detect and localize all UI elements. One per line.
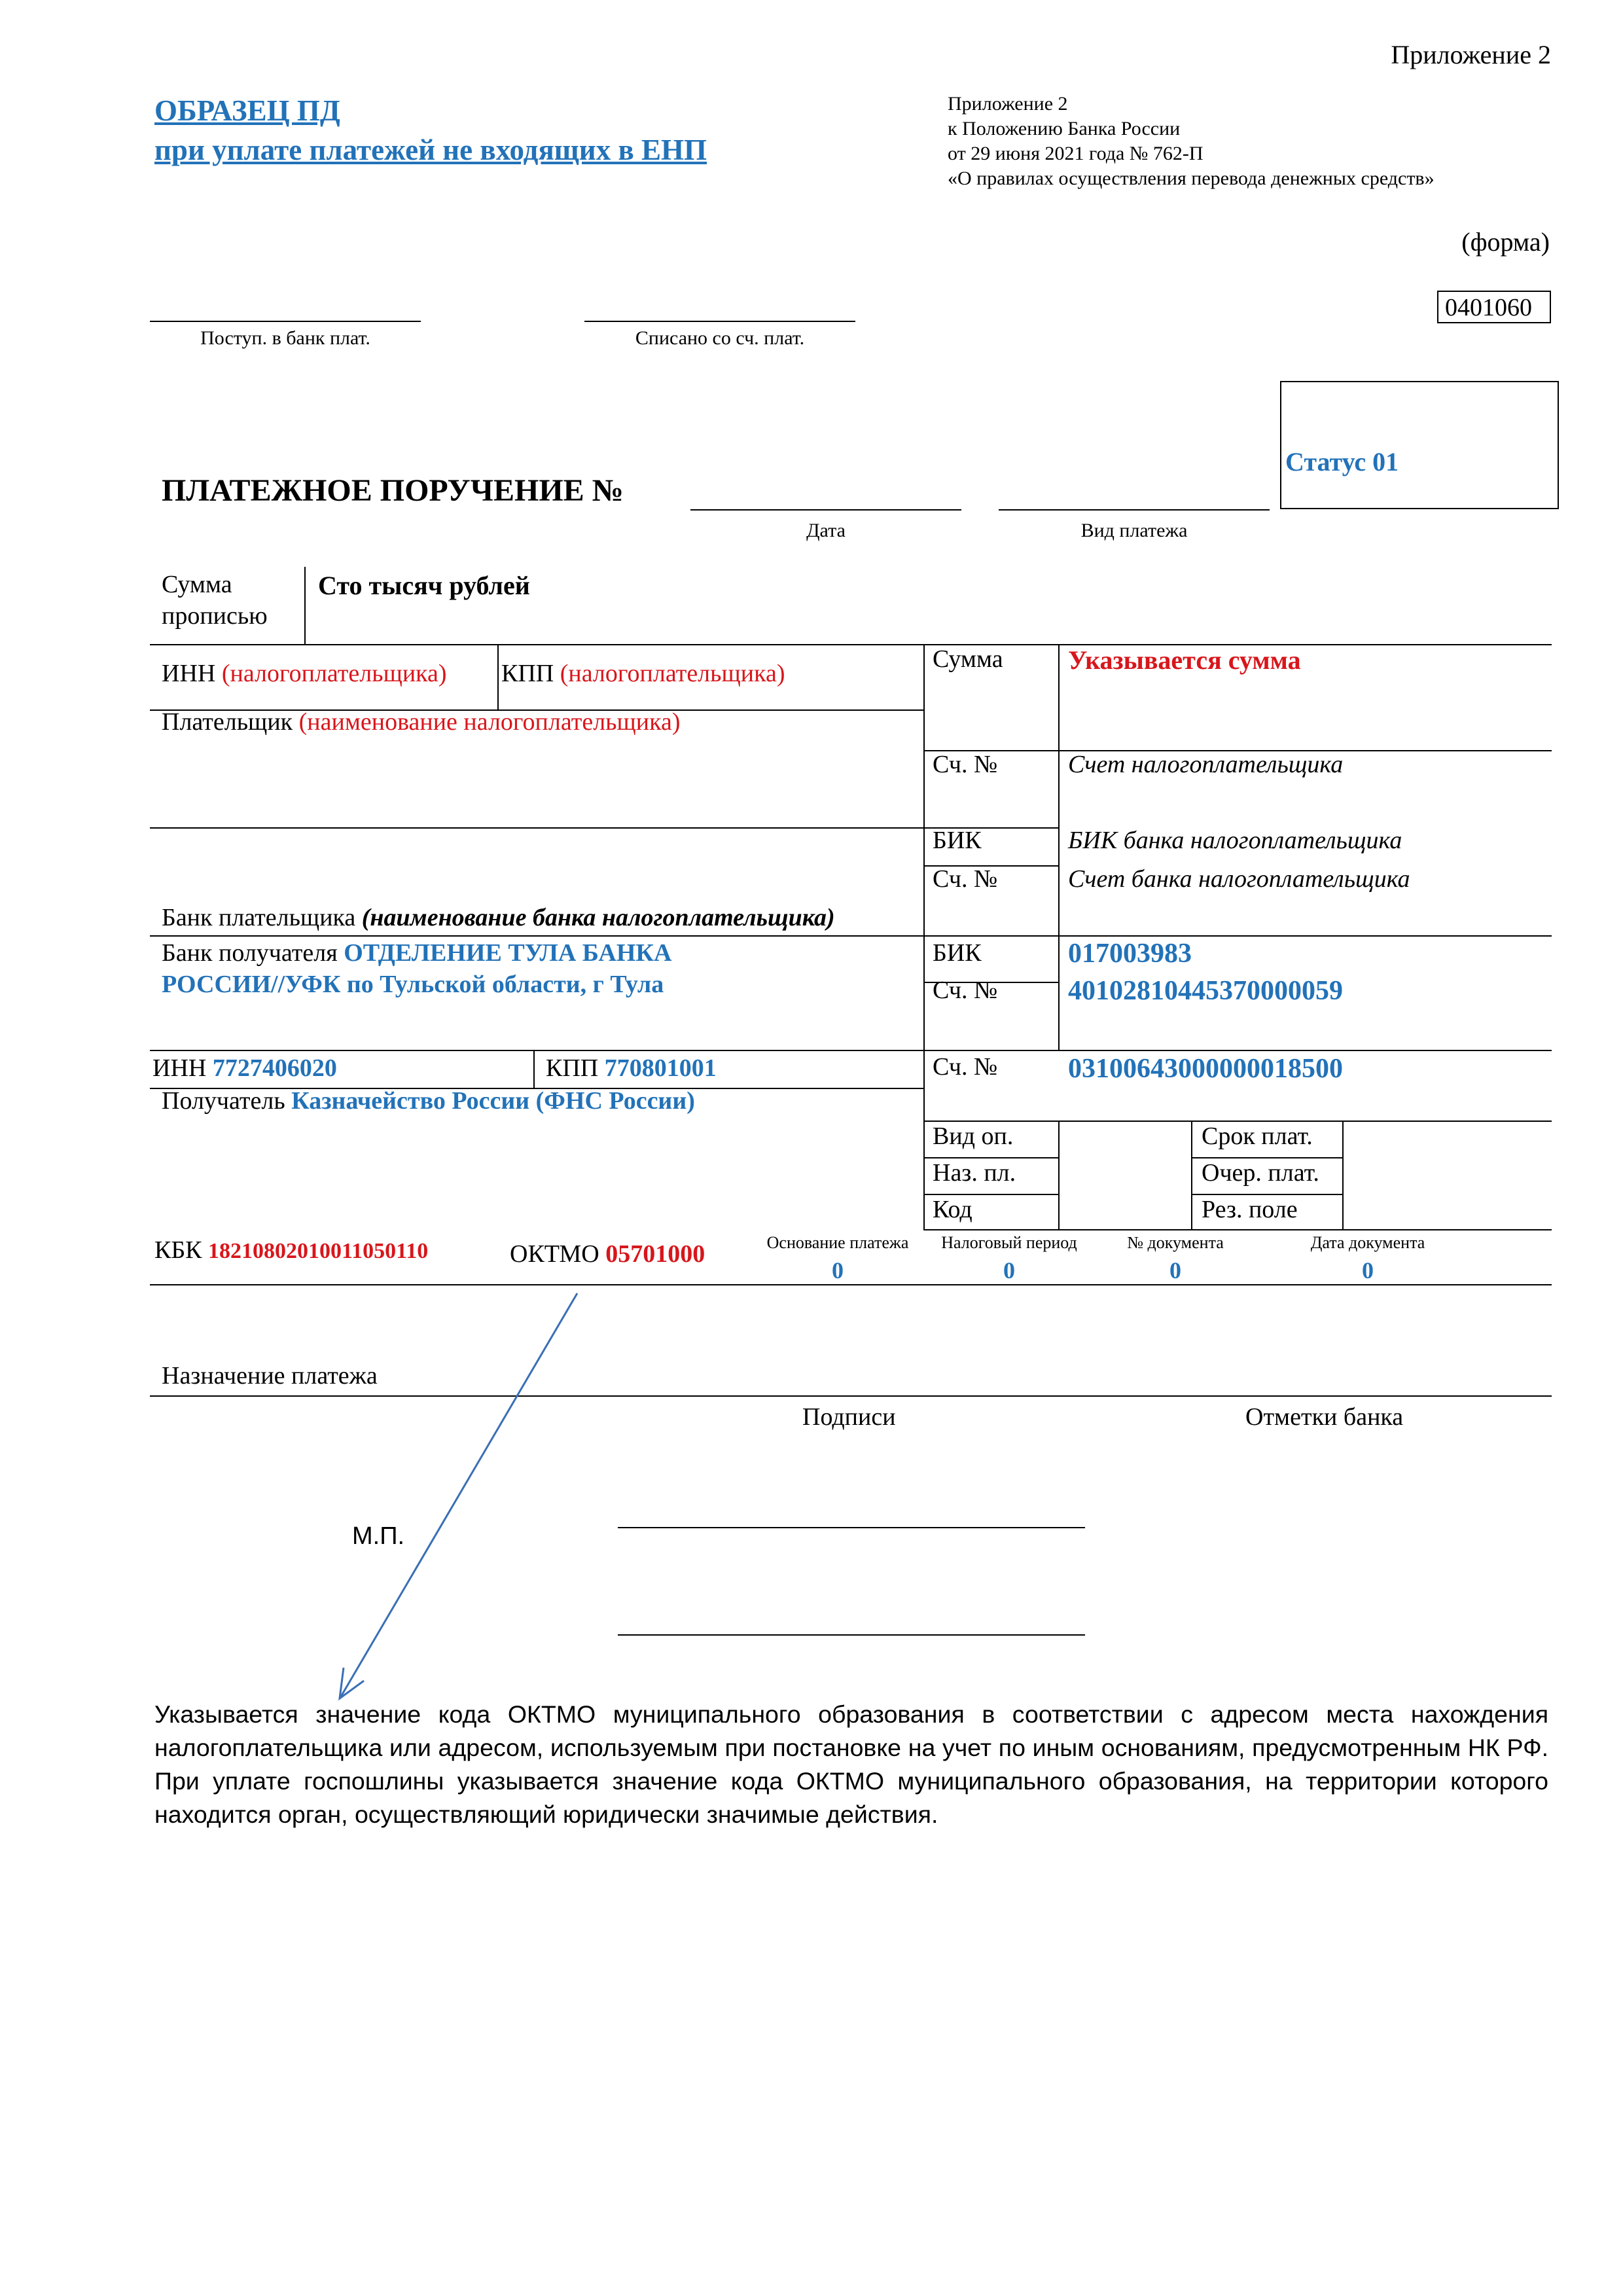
spisano-label: Списано со сч. плат. — [635, 327, 805, 349]
payer-bank-account-label: Сч. № — [933, 865, 998, 893]
doc-date-label: Дата документа — [1310, 1233, 1425, 1252]
doc-date-value: 0 — [1362, 1257, 1374, 1283]
kpp-label: КПП — [501, 660, 554, 687]
summa-propisyu-label-1: Сумма — [162, 571, 232, 598]
kbk-value: 18210802010011050110 — [208, 1239, 429, 1263]
recipient-bik-label: БИК — [933, 939, 982, 967]
recipient-account-value: 03100643000000018500 — [1068, 1054, 1343, 1084]
inn-label: ИНН — [152, 1054, 207, 1082]
recipient-bank-account-value: 40102810445370000059 — [1068, 976, 1343, 1006]
postup-label: Поступ. в банк плат. — [200, 327, 370, 349]
kbk-label: КБК — [154, 1236, 202, 1264]
summa-label: Сумма — [933, 645, 1003, 673]
regulation-line-3: от 29 июня 2021 года № 762-П — [948, 143, 1204, 164]
payer-bank-bik-value: БИК банка налогоплательщика — [1068, 827, 1402, 854]
order-title: ПЛАТЕЖНОЕ ПОРУЧЕНИЕ № — [162, 473, 624, 508]
summa-value: Указывается сумма — [1068, 645, 1301, 675]
doc-num-label: № документа — [1127, 1233, 1224, 1252]
recipient-bik-value: 017003983 — [1068, 939, 1192, 969]
signatures-label: Подписи — [802, 1403, 896, 1431]
regulation-line-2: к Положению Банка России — [948, 118, 1181, 139]
recipient-label: Получатель — [162, 1087, 285, 1115]
recipient-bank-label: Банк получателя — [162, 939, 338, 967]
ocher-plat-label: Очер. плат. — [1202, 1159, 1319, 1187]
sample-title: ОБРАЗЕЦ ПД — [154, 94, 340, 127]
regulation-line-1: Приложение 2 — [948, 93, 1068, 115]
payer-inn-value: (налогоплательщика) — [221, 660, 447, 687]
payer-account-value: Счет налогоплательщика — [1068, 751, 1344, 778]
payer-bank-account-value: Счет банка налогоплательщика — [1068, 865, 1410, 893]
recipient-inn-value: 7727406020 — [212, 1054, 337, 1082]
payer-bank-bik-label: БИК — [933, 827, 982, 854]
period-label: Налоговый период — [941, 1233, 1077, 1252]
summa-propisyu-label-2: прописью — [162, 602, 268, 630]
period-value: 0 — [1003, 1257, 1015, 1283]
rez-pole-label: Рез. поле — [1202, 1196, 1298, 1223]
regulation-line-4: «О правилах осуществления перевода денежных средств» — [948, 168, 1435, 189]
srok-plat-label: Срок плат. — [1202, 1122, 1313, 1150]
summa-propisyu-value: Сто тысяч рублей — [318, 571, 530, 600]
osnovanie-value: 0 — [832, 1257, 844, 1283]
forma-label: (форма) — [1461, 227, 1550, 257]
payer-value: (наименование налогоплательщика) — [298, 708, 681, 736]
status-value: Статус 01 — [1285, 447, 1399, 476]
purpose-label: Назначение платежа — [162, 1362, 378, 1390]
oktmo-value: 05701000 — [605, 1240, 705, 1268]
appendix-top: Приложение 2 — [1391, 40, 1551, 69]
osnovanie-label: Основание платежа — [766, 1233, 909, 1252]
oktmo-label: ОКТМО — [510, 1240, 599, 1268]
oktmo-note: Указывается значение кода ОКТМО муниципального образования в соответствии с адресом места нахождения налогоплательщика или адресом, используемым при постановке на учет по иным основаниям, предусмотренным НК РФ. При уплате госпошлины указывается значение кода ОКТМО муниципального образования, на территории которого находится орган, осуществляющий юридически значимые действия. — [154, 1700, 1548, 1828]
vid-op-label: Вид оп. — [933, 1122, 1014, 1150]
kpp-label: КПП — [546, 1054, 599, 1082]
vid-platezha-label: Вид платежа — [1080, 520, 1188, 541]
bank-marks-label: Отметки банка — [1245, 1403, 1404, 1431]
payer-account-label: Сч. № — [933, 751, 998, 778]
payer-bank-label: Банк плательщика — [162, 904, 356, 931]
recipient-value: Казначейство России (ФНС России) — [291, 1087, 695, 1115]
payer-label: Плательщик — [162, 708, 293, 736]
recipient-bank-value-2: РОССИИ//УФК по Тульской области, г Тула — [162, 971, 664, 998]
recipient-account-label: Сч. № — [933, 1053, 998, 1081]
recipient-bank-value-1: ОТДЕЛЕНИЕ ТУЛА БАНКА — [344, 939, 672, 967]
date-label: Дата — [806, 520, 846, 541]
naz-pl-label: Наз. пл. — [933, 1159, 1016, 1187]
mp-label: М.П. — [352, 1522, 405, 1550]
sample-subtitle: при уплате платежей не входящих в ЕНП — [154, 134, 707, 166]
doc-num-value: 0 — [1169, 1257, 1181, 1283]
inn-label: ИНН — [162, 660, 216, 687]
recipient-bank-account-label: Сч. № — [933, 977, 998, 1004]
payer-kpp-value: (налогоплательщика) — [560, 660, 785, 687]
kod-label: Код — [933, 1196, 972, 1223]
form-code: 0401060 — [1445, 294, 1532, 321]
recipient-kpp-value: 770801001 — [604, 1054, 717, 1082]
payer-bank-value: (наименование банка налогоплательщика) — [361, 904, 835, 931]
